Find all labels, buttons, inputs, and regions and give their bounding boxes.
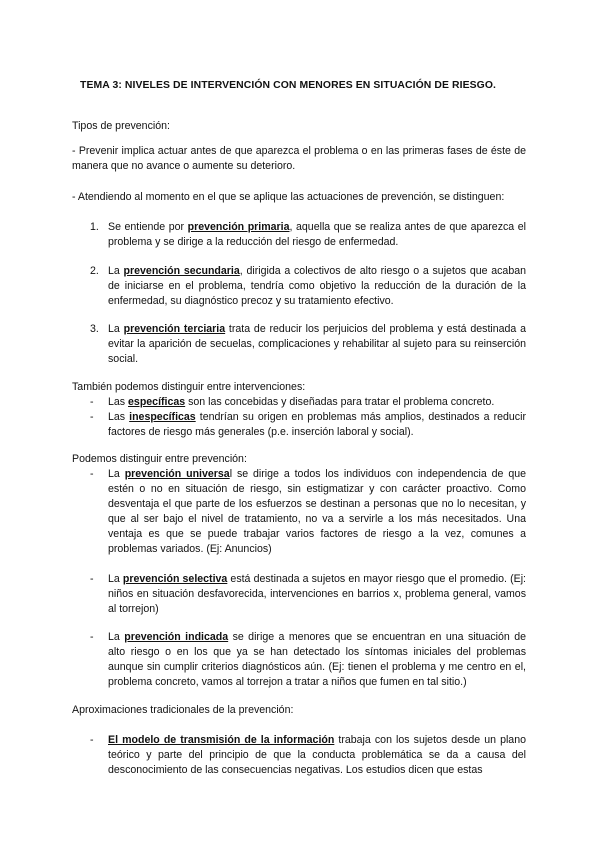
item-text-pre: La bbox=[108, 265, 124, 277]
intervencion-inespecificas bbox=[108, 410, 526, 440]
term-prevencion-secundaria: prevención secundaria bbox=[123, 265, 240, 277]
bullet-dash: - bbox=[90, 396, 94, 408]
tipos-heading: Tipos de prevención: bbox=[72, 120, 170, 132]
list-number: 3. bbox=[90, 323, 99, 335]
item-text-post: está destinada a sujetos en mayor riesgo que el promedio. (Ej: niños en situación desfavorecida, intervenciones en barrios x, problema general, vamos al torrejon) bbox=[108, 573, 526, 615]
item-text-pre: La bbox=[108, 631, 125, 643]
term-prevencion-selectiva: prevención selectiva bbox=[122, 573, 228, 585]
page-title: TEMA 3: NIVELES DE INTERVENCIÓN CON MENORES EN SITUACIÓN DE RIESGO. bbox=[80, 80, 497, 91]
term-especificas: específicas bbox=[128, 396, 186, 408]
item-text-pre: Se entiende por bbox=[108, 221, 188, 233]
item-text-pre: Las bbox=[108, 396, 129, 408]
list-number: 1. bbox=[90, 221, 99, 233]
bullet-dash: - bbox=[90, 734, 94, 746]
intervenciones-heading: También podemos distinguir entre intervenciones: bbox=[72, 381, 306, 393]
atendiendo-paragraph: - Atendiendo al momento en el que se aplique las actuaciones de prevención, se distinguen: bbox=[72, 191, 505, 203]
prevencion-selectiva bbox=[108, 572, 526, 617]
aproximaciones-heading: Aproximaciones tradicionales de la prevención: bbox=[72, 704, 294, 716]
item-text-pre: La bbox=[108, 468, 125, 480]
item-text-post: trata de reducir los perjuicios del problema y está destinada a evitar la aparición de secuelas, complicaciones y rehabilitar al sujeto para su reinserción social. bbox=[108, 323, 527, 365]
term-prevencion-primaria: prevención primaria bbox=[187, 221, 290, 233]
intervencion-especificas bbox=[108, 395, 526, 410]
prevencion-heading: Podemos distinguir entre prevención: bbox=[72, 453, 247, 465]
item-text-post: se dirige a menores que se encuentran en una situación de alto riesgo o en los que ya se han detectado los síntomas iniciales del problemas aunque sin cumplir criterios diagnósticos aún. (Ej: tienen el problema y me centro en el, problema concreto, vamos al torrejon a tratar a niños que fumen en tal sitio.) bbox=[108, 631, 526, 688]
item-text-post: , dirigida a colectivos de alto riesgo o a sujetos que acaban de iniciarse en el problema, tendría como objetivo la reducción de la duración de la enfermedad, su diagnóstico precoz y su tratamiento efectivo. bbox=[108, 265, 527, 307]
prevencion-indicada bbox=[108, 630, 526, 690]
term-inespecificas: inespecíficas bbox=[129, 411, 196, 423]
term-prevencion-universal: prevención universa bbox=[124, 468, 230, 480]
term-prevencion-terciaria: prevención terciaria bbox=[123, 323, 226, 335]
item-text-pre: La bbox=[108, 573, 123, 585]
item-text-pre: Las bbox=[108, 411, 130, 423]
item-text-mid: l bbox=[229, 468, 233, 480]
item-text-post: , aquella que se realiza antes de que aparezca el problema y se dirige a la reducción del riesgo de enfermedad. bbox=[108, 221, 526, 248]
item-text-post: trabaja con los sujetos desde un plano teórico y parte del principio de que la conducta problemática se da a causa del desconocimiento de las consecuencias negativas. Los estudios dicen que estas bbox=[108, 734, 526, 776]
item-text-post: se dirige a todos los individuos con independencia de que estén o no en situación de riesgo, sin estigmatizar y con carácter proactivo. Como desventaja el que parte de los esfuerzos se destinan a personas que no lo necesitan, y que al ser bajo el nivel de tratamiento, no va a servirle a los más necesitados. Una ventaja es que se puede trabajar varios factores de riesgo a la vez, comunes a problemas variados. (Ej: Anuncios) bbox=[108, 468, 526, 555]
numbered-item-terciaria bbox=[108, 322, 526, 367]
numbered-item-primaria bbox=[108, 220, 526, 250]
item-text-post: tendrían su origen en problemas más amplios, destinados a reducir factores de riesgo más generales (p.e. inserción laboral y social). bbox=[108, 411, 526, 438]
item-text-post: son las concebidas y diseñadas para tratar el problema concreto. bbox=[185, 396, 495, 408]
bullet-dash: - bbox=[90, 468, 94, 480]
modelo-transmision bbox=[108, 733, 526, 778]
term-prevencion-indicada: prevención indicada bbox=[124, 631, 229, 643]
bullet-dash: - bbox=[90, 573, 94, 585]
list-number: 2. bbox=[90, 265, 99, 277]
prevenir-paragraph: - Prevenir implica actuar antes de que aparezca el problema o en las primeras fases de éste de manera que no avance o aumente su deterioro. bbox=[72, 145, 526, 172]
term-modelo-transmision: El modelo de transmisión de la información bbox=[108, 734, 335, 746]
bullet-dash: - bbox=[90, 411, 94, 423]
bullet-dash: - bbox=[90, 631, 94, 643]
prevencion-universal bbox=[108, 467, 526, 557]
numbered-item-secundaria bbox=[108, 264, 526, 309]
item-text-pre: La bbox=[108, 323, 124, 335]
